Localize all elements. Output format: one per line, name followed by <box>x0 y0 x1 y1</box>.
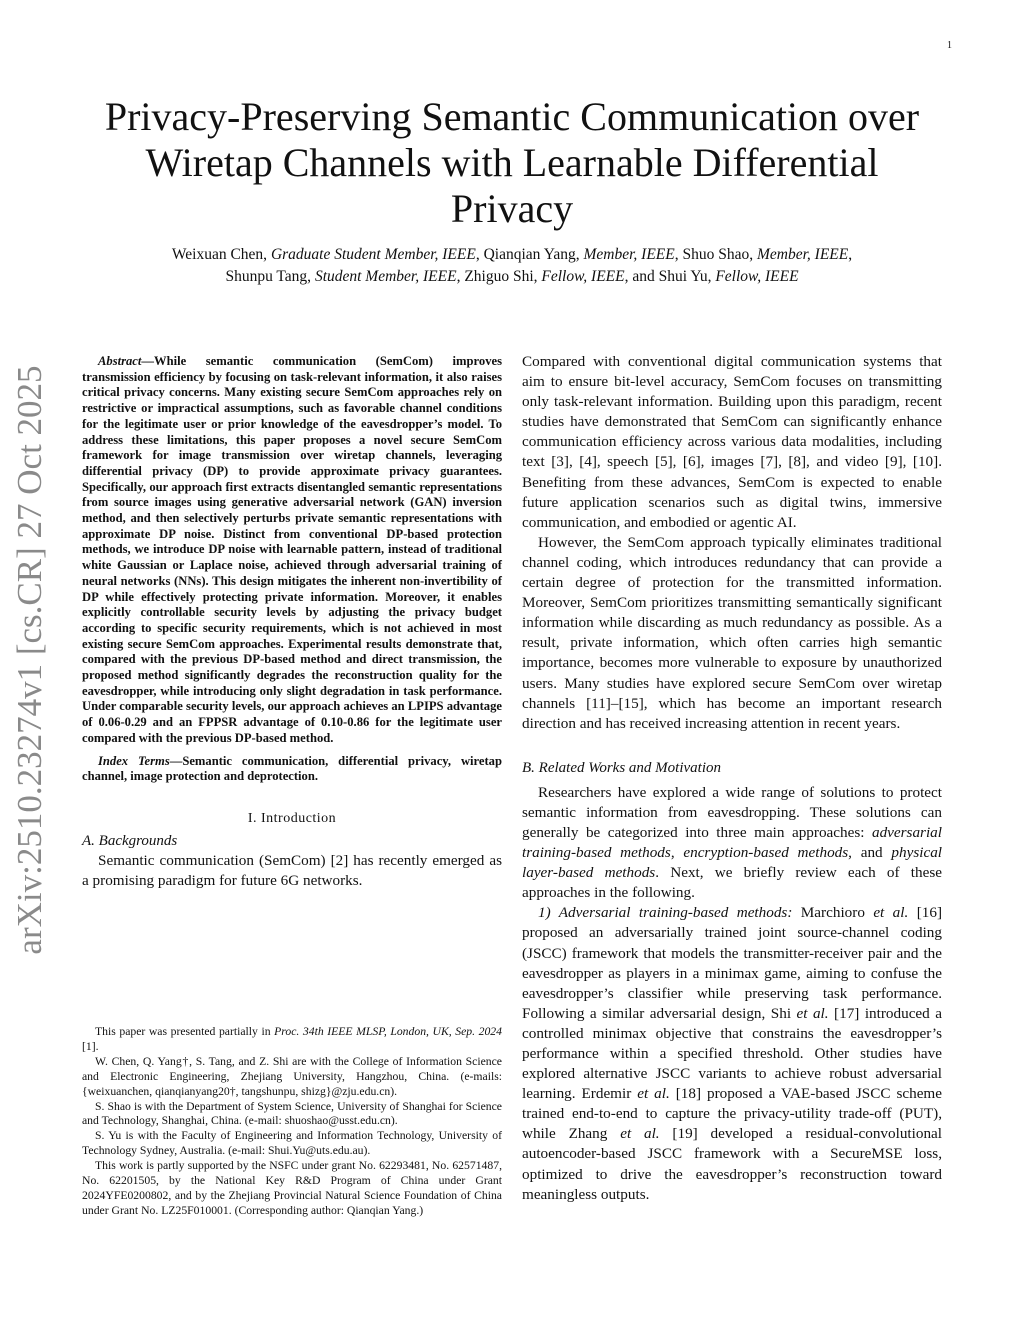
et-al: et al. <box>873 904 909 922</box>
paragraph-text: , <box>670 844 684 862</box>
paper-title: Privacy-Preserving Semantic Communication over Wiretap Channels with Learnable Differential Privacy <box>104 94 920 231</box>
body-paragraph: Semantic communication (SemCom) [2] has recently emerged as a promising paradigm for future 6G networks. <box>82 851 502 890</box>
footnote <box>82 1025 502 1055</box>
left-column <box>82 354 502 891</box>
paragraph-text: Researchers have explored a wide range of solutions to protect semantic information from eavesdropping. These solutions can generally be categorized into three main approaches: <box>522 783 942 841</box>
index-terms-lead: Index Terms <box>98 753 170 768</box>
paragraph-text: Marchioro <box>792 904 874 922</box>
author-list <box>82 244 942 288</box>
approach-name: adversarial training-based methods <box>522 823 942 862</box>
paragraph-text: , and <box>848 844 892 862</box>
index-terms-text: —Semantic communication, differential privacy, wiretap channel, image protection and deprotection. <box>82 753 502 784</box>
footnote-venue: Proc. 34th IEEE MLSP, London, UK, Sep. 2024 <box>274 1025 502 1038</box>
author-name: , Shuo Shao, <box>674 246 757 263</box>
footnote-text: This paper was presented partially in <box>95 1025 275 1038</box>
subsection-heading: B. Related Works and Motivation <box>522 759 721 776</box>
et-al: et al. <box>637 1085 670 1103</box>
approach-name: physical layer-based methods <box>522 844 943 882</box>
author-role: Member, IEEE <box>583 246 675 263</box>
author-role: Fellow, IEEE <box>715 268 799 285</box>
footnote: S. Shao is with the Department of System Science, University of Shanghai for Science and Technology, Shanghai, China. (e-mail: shuoshao@usst.edu.cn). <box>82 1099 502 1128</box>
paragraph-text: [16] proposed an adversarially trained joint source-channel coding (JSCC) framework that models the transmitter-receiver pair and the eavesdropper as players in a minimax game, aiming to confuse the eavesdropper’s classifier while preserving task performance. Following a similar adversarial design, Shi <box>522 904 942 1022</box>
footnote: This work is partly supported by the NSFC under grant No. 62293481, No. 62571487, No. 62201505, by the National Key R&D Program of China under Grant 2024YFE0200802, and by the Zhejiang Provincial Natural Science Foundation of China under Grant No. LZ25F010001. (Corresponding author: Qianqian Yang.) <box>82 1159 502 1217</box>
arxiv-stamp: arXiv:2510.23274v1 [cs.CR] 27 Oct 2025 <box>10 365 49 955</box>
author-name: Shunpu Tang, <box>225 268 315 285</box>
author-role: Member, IEEE <box>756 246 849 263</box>
et-al: et al. <box>796 1004 829 1022</box>
author-separator: , <box>848 246 853 263</box>
paragraph-text: . Next, we briefly review each of these approaches in the following. <box>522 864 942 902</box>
author-name: , Zhiguo Shi, <box>456 268 542 285</box>
footnote-text: [1]. <box>82 1039 99 1053</box>
abstract-lead: Abstract <box>98 354 142 368</box>
body-paragraph <box>522 783 942 904</box>
approach-name: encryption-based methods <box>683 844 849 862</box>
body-paragraph <box>522 903 942 1204</box>
subsection-heading: A. Backgrounds <box>82 832 178 849</box>
author-role: Graduate Student Member, IEEE <box>270 246 476 263</box>
author-name: , and Shui Yu, <box>624 268 716 285</box>
author-name: Weixuan Chen, <box>171 246 271 263</box>
author-name: , Qianqian Yang, <box>475 246 584 263</box>
author-role: Fellow, IEEE <box>541 268 625 285</box>
abstract <box>82 354 502 747</box>
footnote: S. Yu is with the Faculty of Engineering and Information Technology, University of Technology Sydney, Australia. (e-mail: Shui.Yu@uts.edu.au). <box>82 1129 502 1158</box>
abstract-text: —While semantic communication (SemCom) improves transmission efficiency by focusing on task-relevant information, it also raises critical privacy concerns. Many existing secure SemCom approaches rely on restrictive or impractical assumptions, such as favorable channel conditions for the legitimate user or prior knowledge of the eavesdropper’s model. To address these limitations, this paper proposes a novel secure SemCom framework for image transmission over wiretap channels, leveraging differential privacy (DP) to provide approximate privacy guarantees. Specifically, our approach first extracts disentangled semantic representations from source images using generative adversarial network (GAN) inversion method, and then selectively perturbs private semantic representations with approximate DP noise. Distinct from conventional DP-based protection methods, we introduce DP noise with learnable pattern, instead of traditional white Gaussian or Laplace noise, achieved through adversarial training of neural networks (NNs). This design mitigates the inherent non-invertibility of DP while effectively protecting private information. Moreover, it enables explicitly controllable security levels by adjusting the privacy budget according to specific security requirements, which is not achieved in most existing secure SemCom approaches. Experimental results demonstrate that, compared with the previous DP-based method and direct transmission, the proposed method significantly degrades the reconstruction quality for the eavesdropper, while introducing only slight degradation in task performance. Under comparable security levels, our approach achieves an LPIPS advantage of 0.06-0.29 and an FPPSR advantage of 0.10-0.86 for the legitimate user compared with the previous DP-based method. <box>82 354 502 745</box>
page-number: 1 <box>947 40 952 51</box>
body-paragraph: Compared with conventional digital communication systems that aim to ensure bit-level accuracy, SemCom focuses on transmitting only task-relevant information. Building upon this paradigm, recent studies have demonstrated that SemCom can significantly enhance communication efficiency across various data modalities, including text [3], [4], speech [5], [6], images [7], [8], and video [9], [10]. Benefiting from these advances, SemCom is expected to enable future application scenarios such as digital twins, immersive communication, and embodied or agentic AI. <box>522 353 942 531</box>
paragraph-text: [18] proposed a VAE-based JSCC scheme trained end-to-end to capture the privacy-utility trade-off (PUT), while Zhang <box>522 1085 942 1143</box>
footnote: W. Chen, Q. Yang†, S. Tang, and Z. Shi are with the College of Information Science and Electronic Engineering, Zhejiang University, Hangzhou, China. (e-mails: {weixuanchen, qianqianyang20†, tangshunpu, shizg}@zju.edu.cn). <box>82 1054 502 1098</box>
paragraph-text: [19] developed a residual-convolutional autoencoder-based JSCC framework with a SecureMSE loss, optimized to drive the eavesdropper’s reconstruction toward meaningless outputs. <box>522 1125 943 1203</box>
author-role: Student Member, IEEE <box>314 268 457 285</box>
paragraph-lead: 1) Adversarial training-based methods: <box>538 904 793 922</box>
right-column <box>522 352 942 1205</box>
section-heading: I. Introduction <box>247 810 337 826</box>
footnotes <box>82 1025 502 1219</box>
et-al: et al. <box>620 1125 660 1143</box>
body-paragraph: However, the SemCom approach typically eliminates traditional channel coding, which introduces redundancy that can provide a certain degree of protection for the transmitted information. Moreover, SemCom prioritizes transmitting semantically significant information while discarding as much redundancy as possible. As a result, private information, which often carries high semantic importance, becomes more vulnerable to exposure by unauthorized users. Many studies have explored secure SemCom over wiretap channels [11]–[15], which has become an important research direction and has received increasing attention in recent years. <box>522 533 942 732</box>
index-terms <box>82 754 502 785</box>
paragraph-text: [17] introduced a controlled minimax objective that constrains the eavesdropper’s performance within a specified threshold. Other studies have explored alternative JSCC variants to achieve robust adversarial learning. Erdemir <box>522 1004 942 1103</box>
